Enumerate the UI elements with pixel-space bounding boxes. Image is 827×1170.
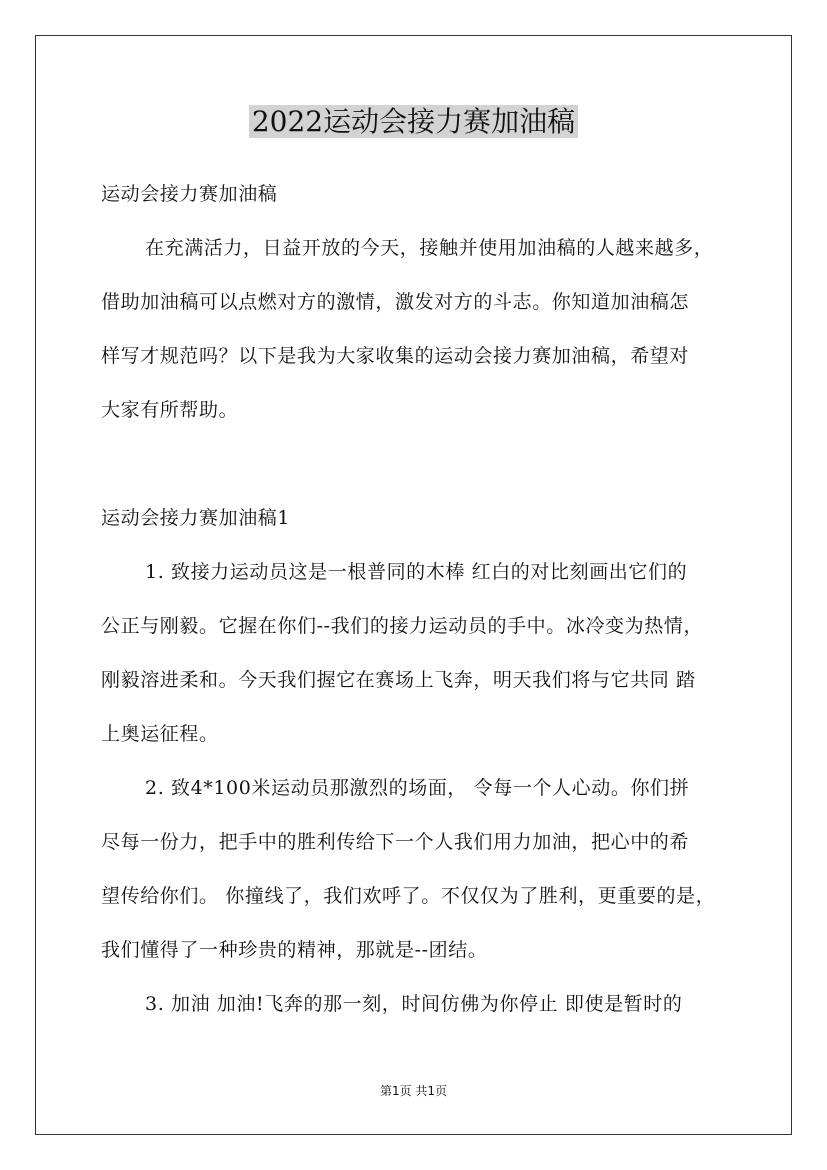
- document-title: [0, 100, 827, 144]
- paragraph-line: 刚毅溶进柔和。今天我们握它在赛场上飞奔，明天我们将与它共同 踏: [101, 669, 696, 691]
- section-heading: 运动会接力赛加油稿: [101, 183, 278, 205]
- paragraph-line: 公正与刚毅。它握在你们--我们的接力运动员的手中。冰冷变为热情，: [101, 615, 704, 637]
- paragraph-line: 3. 加油 加油!飞奔的那一刻，时间仿佛为你停止 即使是暂时的: [145, 993, 683, 1015]
- section-heading: 运动会接力赛加油稿1: [101, 507, 291, 529]
- paragraph-line: 样写才规范吗？以下是我为大家收集的运动会接力赛加油稿，希望对: [101, 345, 690, 367]
- paragraph-line: 1. 致接力运动员这是一根普同的木棒 红白的对比刻画出它们的: [145, 561, 688, 583]
- page-footer: 第1页 共1页: [379, 1084, 448, 1098]
- paragraph-line: 在充满活力，日益开放的今天，接触并使用加油稿的人越来越多，: [145, 237, 714, 259]
- paragraph-line: 借助加油稿可以点燃对方的激情，激发对方的斗志。你知道加油稿怎: [101, 291, 690, 313]
- paragraph-line: 上奥运征程。: [101, 723, 219, 745]
- paragraph-line: 尽每一份力，把手中的胜利传给下一个人我们用力加油，把心中的希: [101, 831, 690, 853]
- paragraph-line: 望传给你们。 你撞线了，我们欢呼了。不仅仅为了胜利，更重要的是，: [101, 885, 716, 907]
- document-title-text: 2022运动会接力赛加油稿: [249, 105, 578, 138]
- paragraph-line: 2. 致4*100米运动员那激烈的场面， 令每一个人心动。你们拼: [145, 777, 690, 799]
- paragraph-line: 大家有所帮助。: [101, 399, 239, 421]
- paragraph-line: 我们懂得了一种珍贵的精神，那就是--团结。: [101, 939, 488, 961]
